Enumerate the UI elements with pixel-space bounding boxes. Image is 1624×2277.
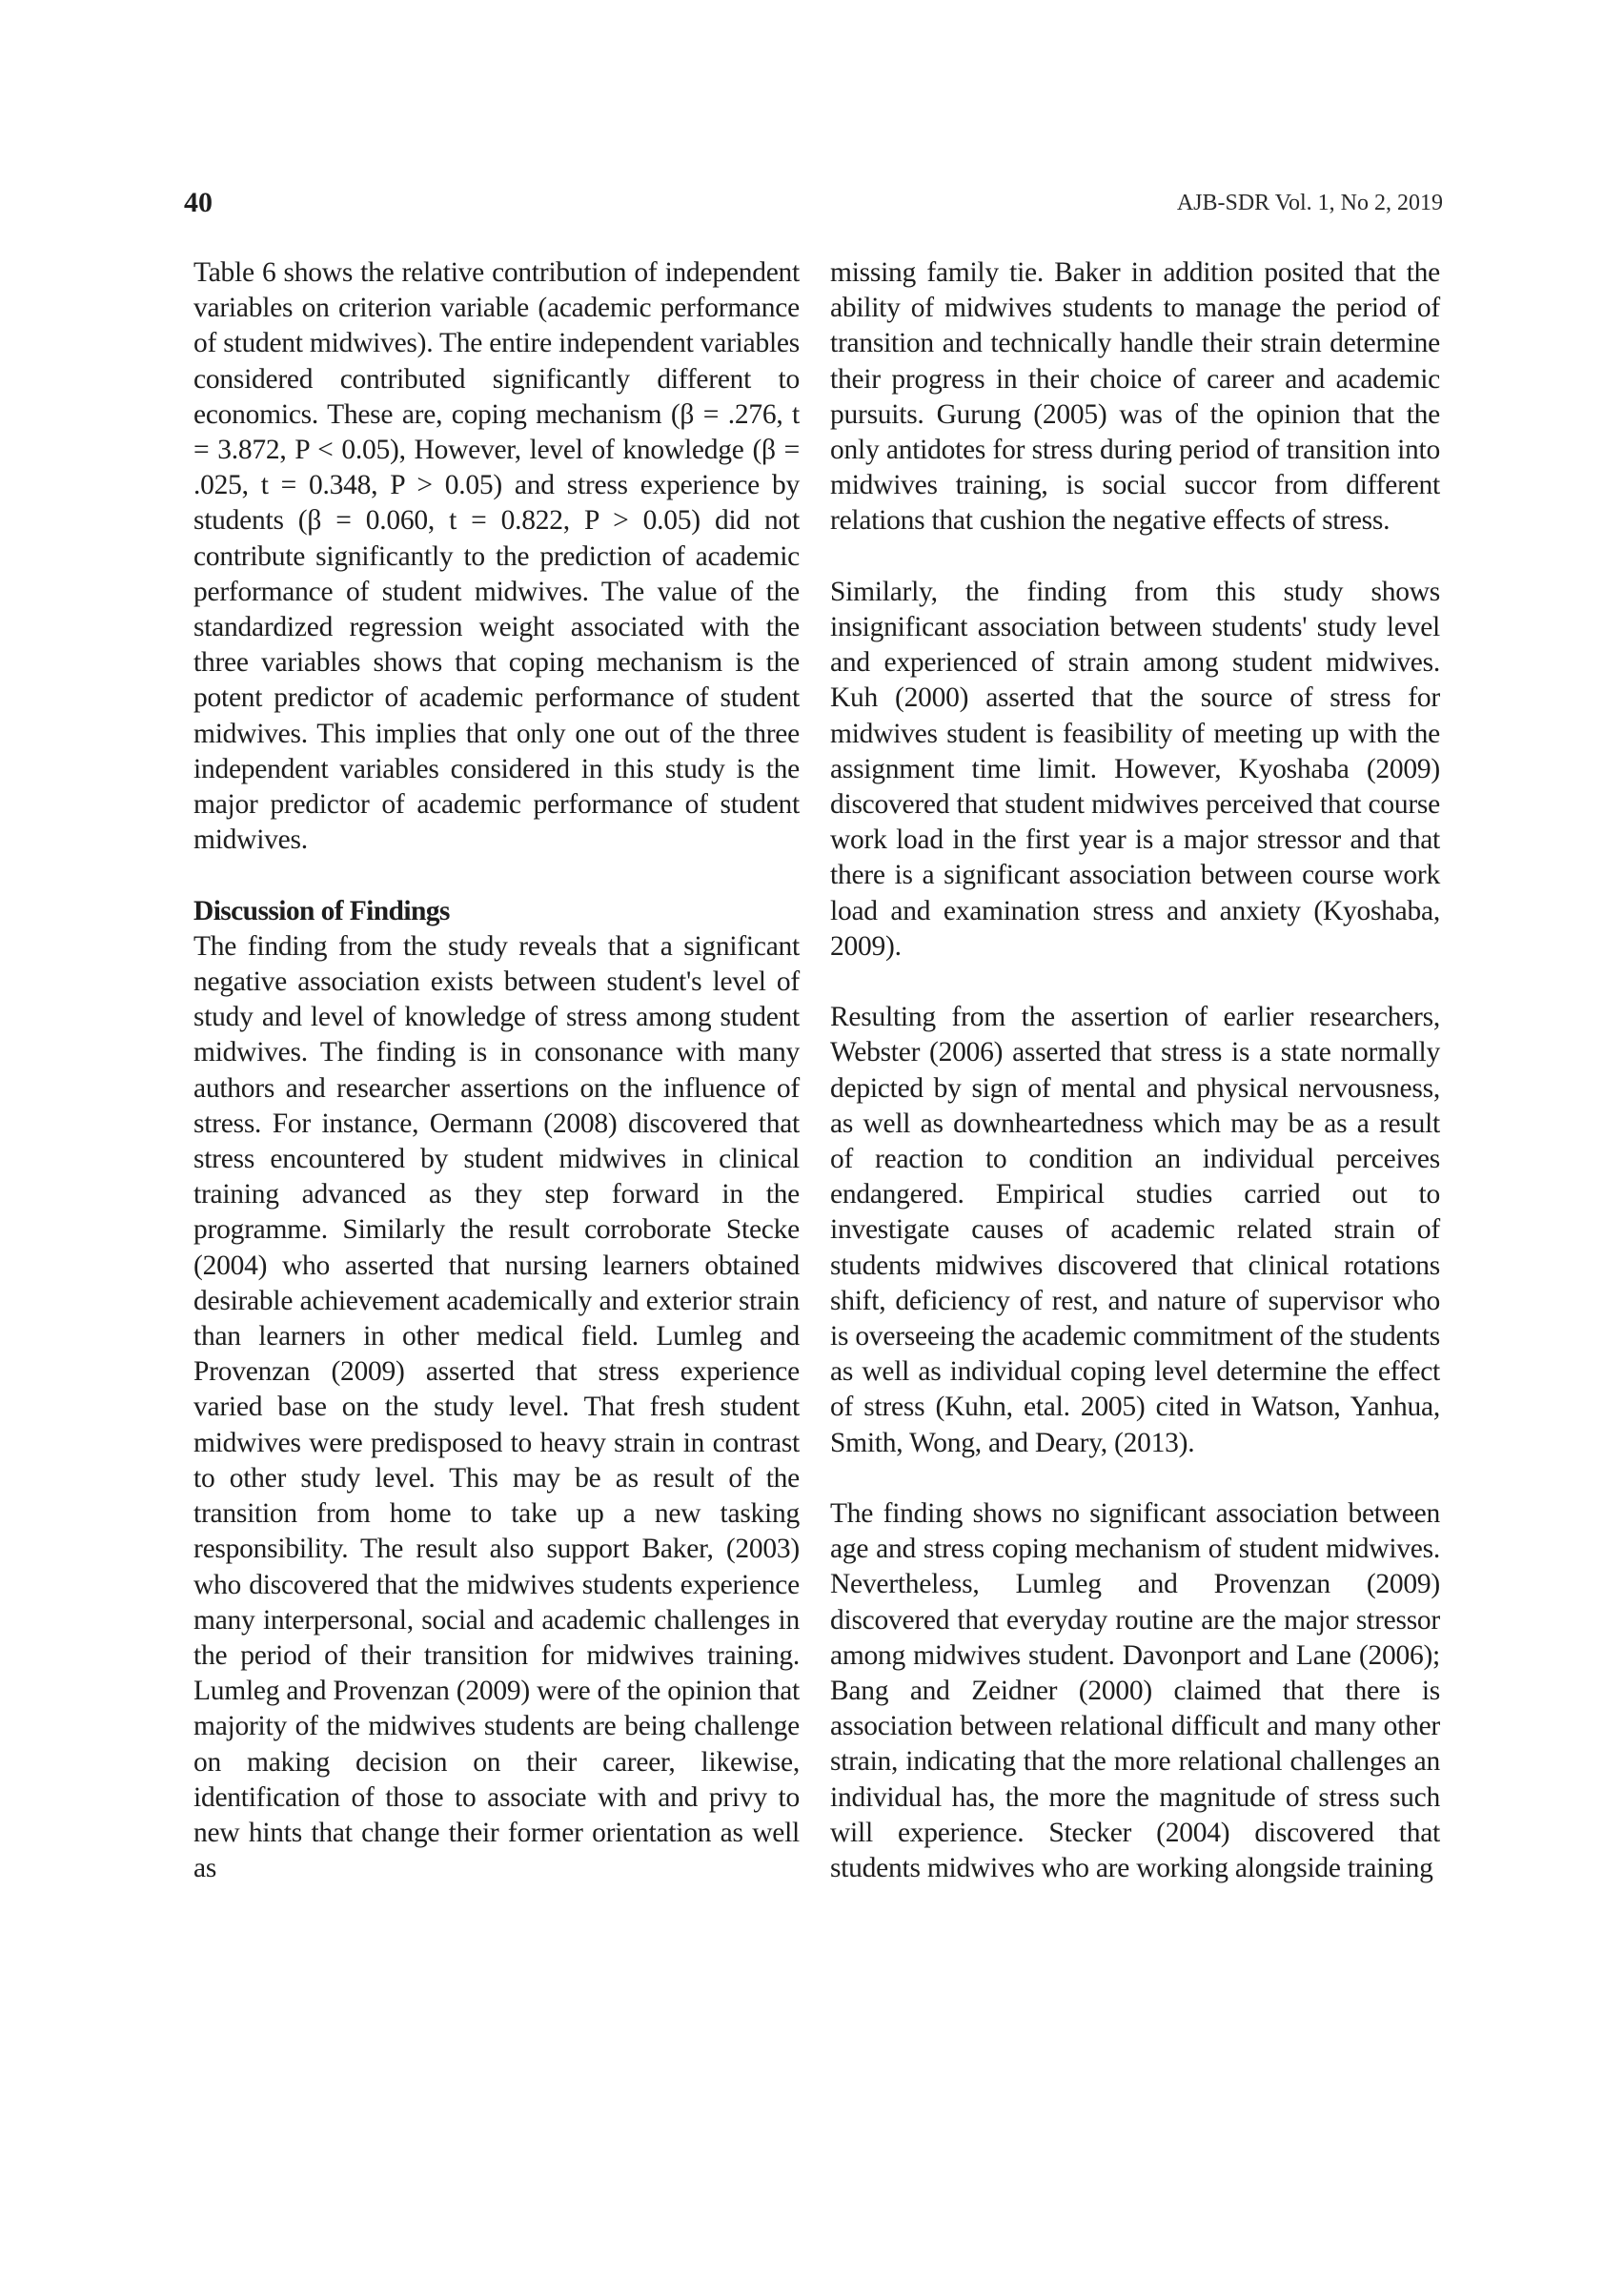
section-heading: Discussion of Findings: [193, 895, 450, 926]
paragraph-discussion: The finding from the study reveals that a significant negative association exists between student's level of study and level of knowledge of stress among student midwives. The finding is in consonance with many authors and researcher assertions on the influence of stress. For instance, Oermann (2008) discovered that stress encountered by student midwives in clinical training advanced as they step forward in the programme. Similarly the result corroborate Stecke (2004) who asserted that nursing learners obtained desirable achievement academically and exterior strain than learners in other medical field. Lumleg and Provenzan (2009) asserted that stress experience varied base on the study level. That fresh student midwives were predisposed to heavy strain in contrast to other study level. This may be as result of the transition from home to take up a new tasking responsibility. The result also support Baker, (2003) who discovered that the midwives students experience many interpersonal, social and academic challenges in the period of their transition for midwives training. Lumleg and Provenzan (2009) were of the opinion that majority of the midwives students are being challenge on making decision on their career, likewise, identification of those to associate with and privy to new hints that change their former orientation as well as: [193, 930, 800, 1884]
running-head: AJB-SDR Vol. 1, No 2, 2019: [1176, 191, 1443, 215]
page-number: 40: [184, 187, 213, 218]
right-column: [830, 255, 1440, 1886]
paragraph-baker-gurung: missing family tie. Baker in addition posited that the ability of midwives students to manage the period of transition and technically handle their strain determine their progress in their choice of career and academic pursuits. Gurung (2005) was of the opinion that the only antidotes for stress during period of transition into midwives training, is social succor from different relations that cushion the negative effects of stress.: [830, 257, 1440, 537]
left-column: [193, 255, 800, 1886]
paragraph-age-coping: The finding shows no significant association between age and stress coping mechanism of student midwives. Nevertheless, Lumleg and Provenzan (2009) discovered that everyday routine are the major stressor among midwives student. Davonport and Lane (2006); Bang and Zeidner (2000) claimed that there is association between relational difficult and many other strain, indicating that the more relational challenges an individual has, the more the magnitude of stress such will experience. Stecker (2004) discovered that students midwives who are working alongside training: [830, 1498, 1440, 1884]
paragraph-study-level: Similarly, the finding from this study shows insignificant association between students' study level and experienced of strain among student midwives. Kuh (2000) asserted that the source of stress for midwives student is feasibility of meeting up with the assignment time limit. However, Kyoshaba (2009) discovered that student midwives perceived that course work load in the first year is a major stressor and that there is a significant association between course work load and examination stress and anxiety (Kyoshaba, 2009).: [830, 576, 1440, 962]
paragraph-table6-summary: Table 6 shows the relative contribution of independent variables on criterion variable (academic performance of student midwives). The entire independent variables considered contributed significantly different to economics. These are, coping mechanism (β = .276, t = 3.872, P < 0.05), However, level of knowledge (β = .025, t = 0.348, P > 0.05) and stress experience by students (β = 0.060, t = 0.822, P > 0.05) did not contribute significantly to the prediction of academic performance of student midwives. The value of the standardized regression weight associated with the three variables shows that coping mechanism is the potent predictor of academic performance of student midwives. This implies that only one out of the three independent variables considered in this study is the major predictor of academic performance of student midwives.: [193, 257, 800, 856]
paragraph-webster: Resulting from the assertion of earlier researchers, Webster (2006) asserted that stress is a state normally depicted by sign of mental and physical nervousness, as well as downheartedness which may be as a result of reaction to condition an individual perceives endangered. Empirical studies carried out to investigate causes of academic related strain of students midwives discovered that clinical rotations shift, deficiency of rest, and nature of supervisor who is overseeing the academic commitment of the students as well as individual coping level determine the effect of stress (Kuhn, etal. 2005) cited in Watson, Yanhua, Smith, Wong, and Deary, (2013).: [830, 1002, 1440, 1458]
